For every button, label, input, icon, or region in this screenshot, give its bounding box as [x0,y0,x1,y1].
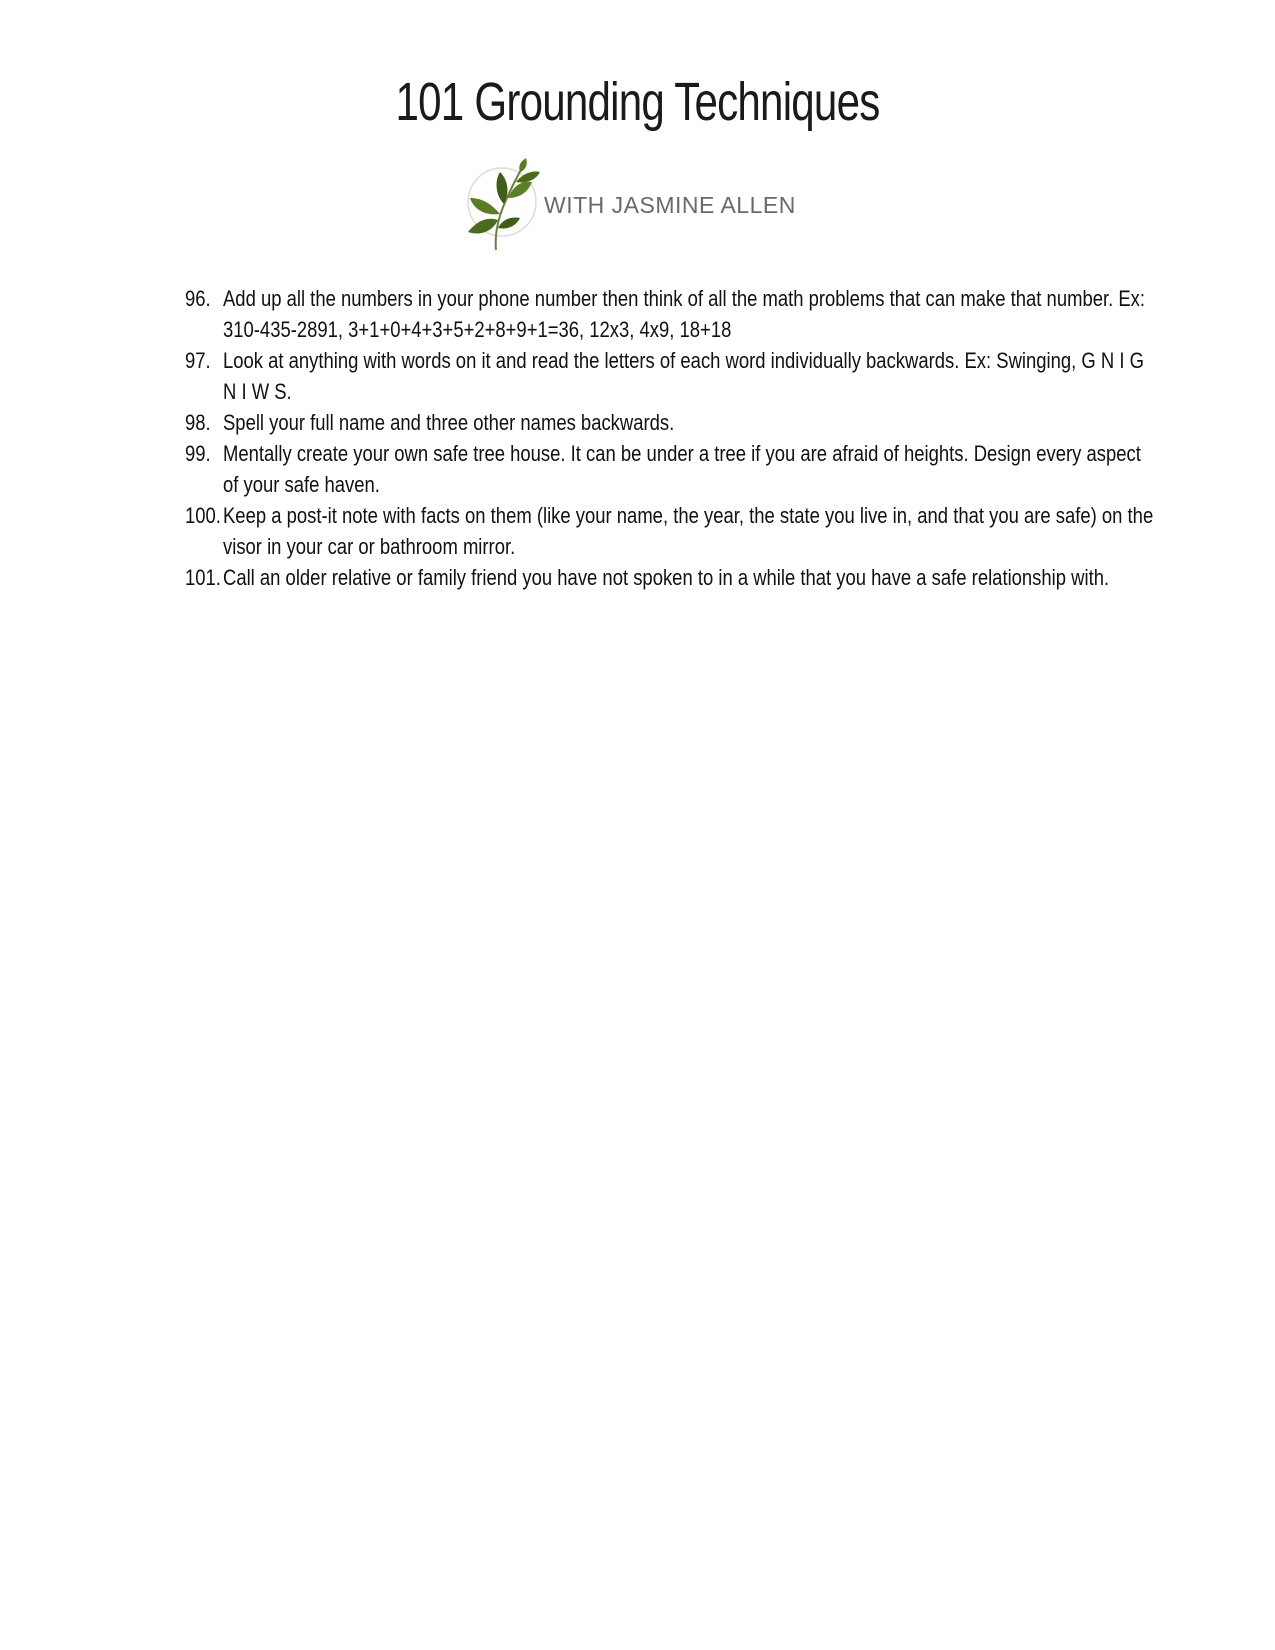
logo-text: WITH JASMINE ALLEN [544,192,796,218]
list-item-number: 97. [185,348,211,373]
leaf-branch-icon [460,158,550,254]
list-item [185,438,1141,500]
list-item-text: Mentally create your own safe tree house. It can be under a tree if you are afraid of heights. Design every aspect of your safe haven. [223,441,1141,497]
list-item-number: 99. [185,441,211,466]
list-item [185,562,1120,593]
list-item [185,345,1144,407]
list-item-text: Call an older relative or family friend you have not spoken to in a while that you have a safe relationship with. [223,565,1110,590]
list-item-text: Add up all the numbers in your phone number then think of all the math problems that can make that number. Ex: 310-435-2891, 3+1+0+4+3+5+2+8+9+1=36, 12x3, 4x9, 18+18 [223,286,1146,342]
list-item [185,500,1154,562]
list-item-text: Look at anything with words on it and read the letters of each word individually backwards. Ex: Swinging, G N I G N I W S. [223,348,1144,404]
list-item-number: 100. [185,503,221,528]
list-item [185,283,1146,345]
page-title: 101 Grounding Techniques [395,72,880,132]
list-item-number: 98. [185,410,211,435]
technique-list [185,283,1154,593]
list-item-number: 96. [185,286,211,311]
logo [460,158,800,254]
list-item [185,407,1120,438]
list-item-text: Spell your full name and three other names backwards. [223,410,675,435]
list-item-number: 101. [185,565,221,590]
list-item-text: Keep a post-it note with facts on them (like your name, the year, the state you live in, and that you are safe) on the visor in your car or bathroom mirror. [223,503,1154,559]
